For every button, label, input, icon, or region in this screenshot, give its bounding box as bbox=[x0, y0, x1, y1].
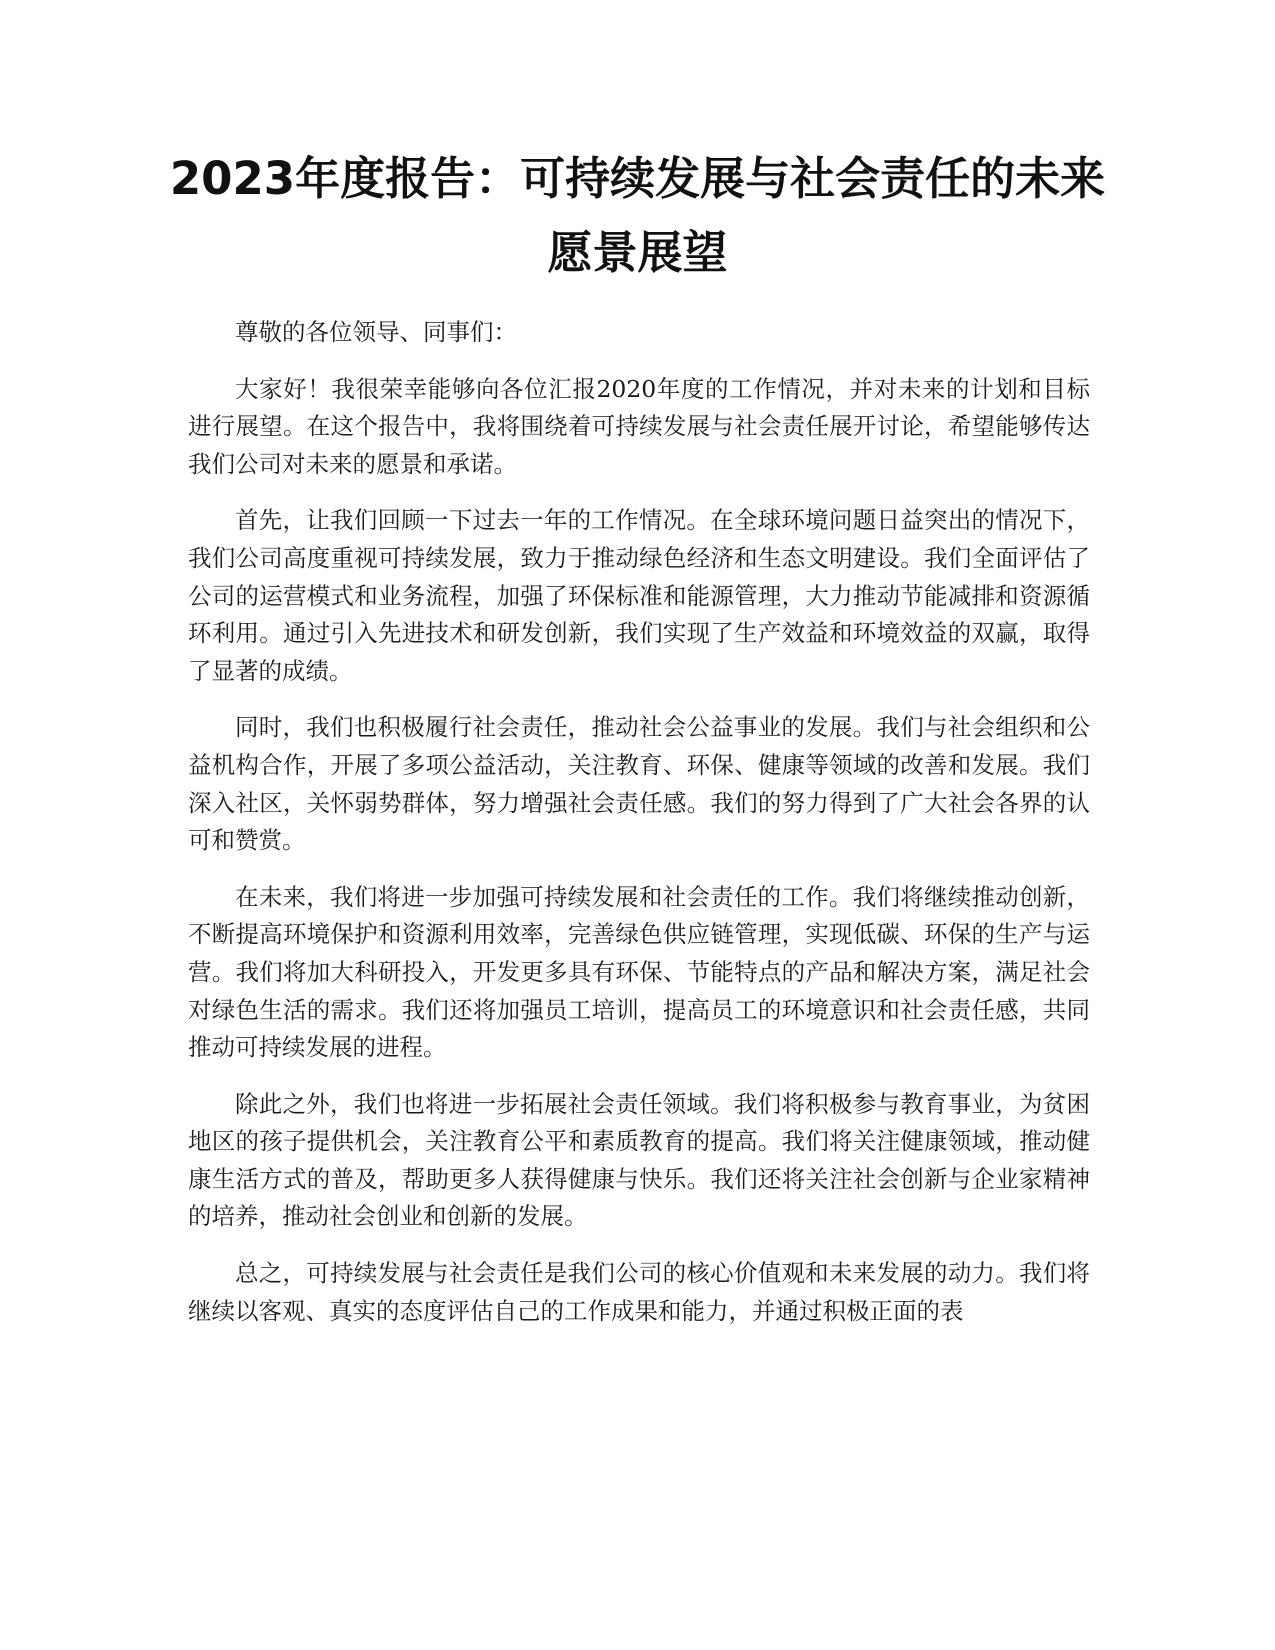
greeting-paragraph: 尊敬的各位领导、同事们： bbox=[235, 318, 517, 346]
body-paragraph-3: 同时，我们也积极履行社会责任，推动社会公益事业的发展。我们与社会组织和公益机构合作，开展了多项公益活动，关注教育、环保、健康等领域的改善和发展。我们深入社区，关怀弱势群体，努力增强社会责任感。我们的努力得到了广大社会各界的认可和赞赏。 bbox=[188, 713, 1090, 855]
body-paragraph-2: 首先，让我们回顾一下过去一年的工作情况。在全球环境问题日益突出的情况下，我们公司高度重视可持续发展，致力于推动绿色经济和生态文明建设。我们全面评估了公司的运营模式和业务流程，加强了环保标准和能源管理，大力推动节能减排和资源循环利用。通过引入先进技术和研发创新，我们实现了生产效益和环境效益的双赢，取得了显著的成绩。 bbox=[188, 506, 1090, 685]
document-body bbox=[188, 314, 1090, 1349]
body-paragraph-6: 总之，可持续发展与社会责任是我们公司的核心价值观和未来发展的动力。我们将继续以客观、真实的态度评估自己的工作成果和能力，并通过积极正面的表 bbox=[188, 1259, 1090, 1325]
body-paragraph-4: 在未来，我们将进一步加强可持续发展和社会责任的工作。我们将继续推动创新，不断提高环境保护和资源利用效率，完善绿色供应链管理，实现低碳、环保的生产与运营。我们将加大科研投入，开发更多具有环保、节能特点的产品和解决方案，满足社会对绿色生活的需求。我们还将加强员工培训，提高员工的环境意识和社会责任感，共同推动可持续发展的进程。 bbox=[188, 882, 1090, 1062]
document-title: 2023年度报告：可持续发展与社会责任的未来愿景展望 bbox=[169, 152, 1106, 279]
body-paragraph-1: 大家好！我很荣幸能够向各位汇报2020年度的工作情况，并对未来的计划和目标进行展望。在这个报告中，我将围绕着可持续发展与社会责任展开讨论，希望能够传达我们公司对未来的愿景和承诺。 bbox=[188, 374, 1090, 478]
body-paragraph-5: 除此之外，我们也将进一步拓展社会责任领域。我们将积极参与教育事业，为贫困地区的孩子提供机会，关注教育公平和素质教育的提高。我们将关注健康领域，推动健康生活方式的普及，帮助更多人获得健康与快乐。我们还将关注社会创新与企业家精神的培养，推动社会创业和创新的发展。 bbox=[188, 1089, 1090, 1231]
